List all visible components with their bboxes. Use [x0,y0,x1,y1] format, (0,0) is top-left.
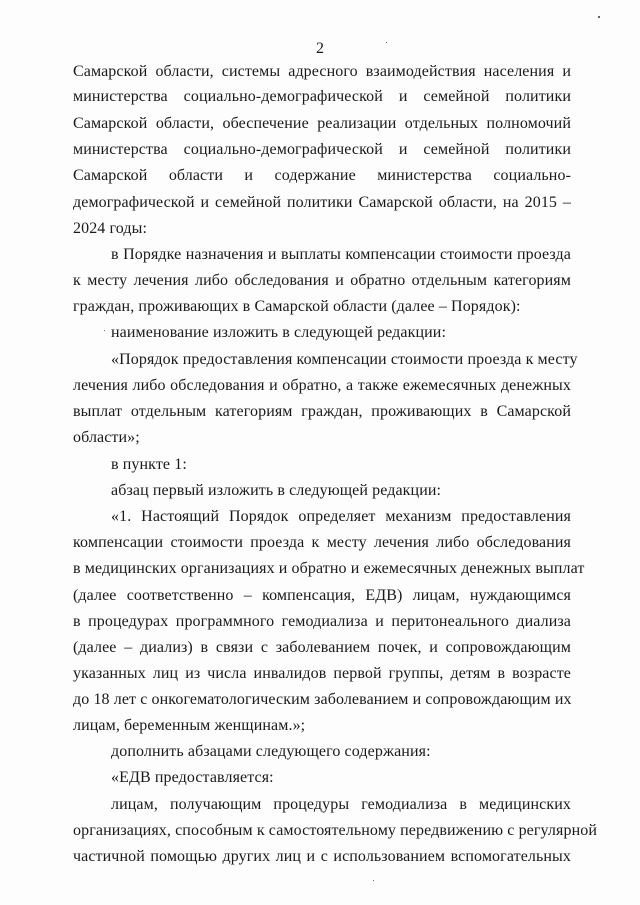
text-line: наименование изложить в следующей редакции: [111,324,447,341]
text-line: граждан, проживающих в Самарской области (далее – Порядок): [73,298,521,315]
text-line: «1. Настоящий Порядок определяет механизм предоставления [111,508,571,525]
text-line: в пункте 1: [111,456,187,473]
text-line: лечения либо обследования и обратно, а также ежемесячных денежных [73,377,571,394]
text-line: выплат отдельным категориям граждан, проживающих в Самарской [73,403,571,420]
text-line: Самарской области, обеспечение реализации отдельных полномочий [73,115,571,132]
text-line: министерства социально-демографической и семейной политики [73,141,571,158]
text-line: 2024 годы: [73,220,148,237]
page-number: 2 [316,40,324,57]
text-line: организациях, способным к самостоятельному передвижению с регулярной [73,822,597,839]
text-line: Самарской области и содержание министерства социально- [73,167,571,184]
text-line: Самарской области, системы адресного взаимодействия населения и [73,63,571,80]
text-line: абзац первый изложить в следующей редакции: [111,482,442,499]
text-line: компенсации стоимости проезда к месту лечения либо обследования [73,534,571,551]
text-line: министерства социально-демографической и семейной политики [73,88,571,105]
text-line: дополнить абзацами следующего содержания: [111,743,431,760]
text-line: (далее соответственно – компенсация, ЕДВ) лицам, нуждающимся [73,587,571,604]
text-line: в Порядке назначения и выплаты компенсации стоимости проезда [111,246,571,263]
scan-speck [104,330,105,331]
text-line: (далее – диализ) в связи с заболеванием почек, и сопровождающим [73,639,571,656]
text-line: области»; [73,429,140,446]
text-line: до 18 лет с онкогематологическим заболеванием и сопровождающим их [73,691,572,708]
text-line: лицам, получающим процедуры гемодиализа в медицинских [111,796,571,813]
scan-speck [598,16,600,18]
scan-speck [386,42,387,43]
text-line: в процедурах программного гемодиализа и перитонеального диализа [73,613,571,630]
text-line: указанных лиц из числа инвалидов первой группы, детям в возрасте [73,665,571,682]
text-line: к месту лечения либо обследования и обратно отдельным категориям [73,272,571,289]
text-line: «ЕДВ предоставляется: [111,769,274,786]
text-line: лицам, беременным женщинам.»; [73,717,306,734]
text-line: в медицинских организациях и обратно и ежемесячных денежных выплат [73,560,585,577]
text-line: демографической и семейной политики Самарской области, на 2015 – [73,194,571,211]
scan-speck [373,880,374,881]
text-line: частичной помощью других лиц и с использованием вспомогательных [73,848,571,865]
text-line: «Порядок предоставления компенсации стоимости проезда к месту [111,351,578,368]
